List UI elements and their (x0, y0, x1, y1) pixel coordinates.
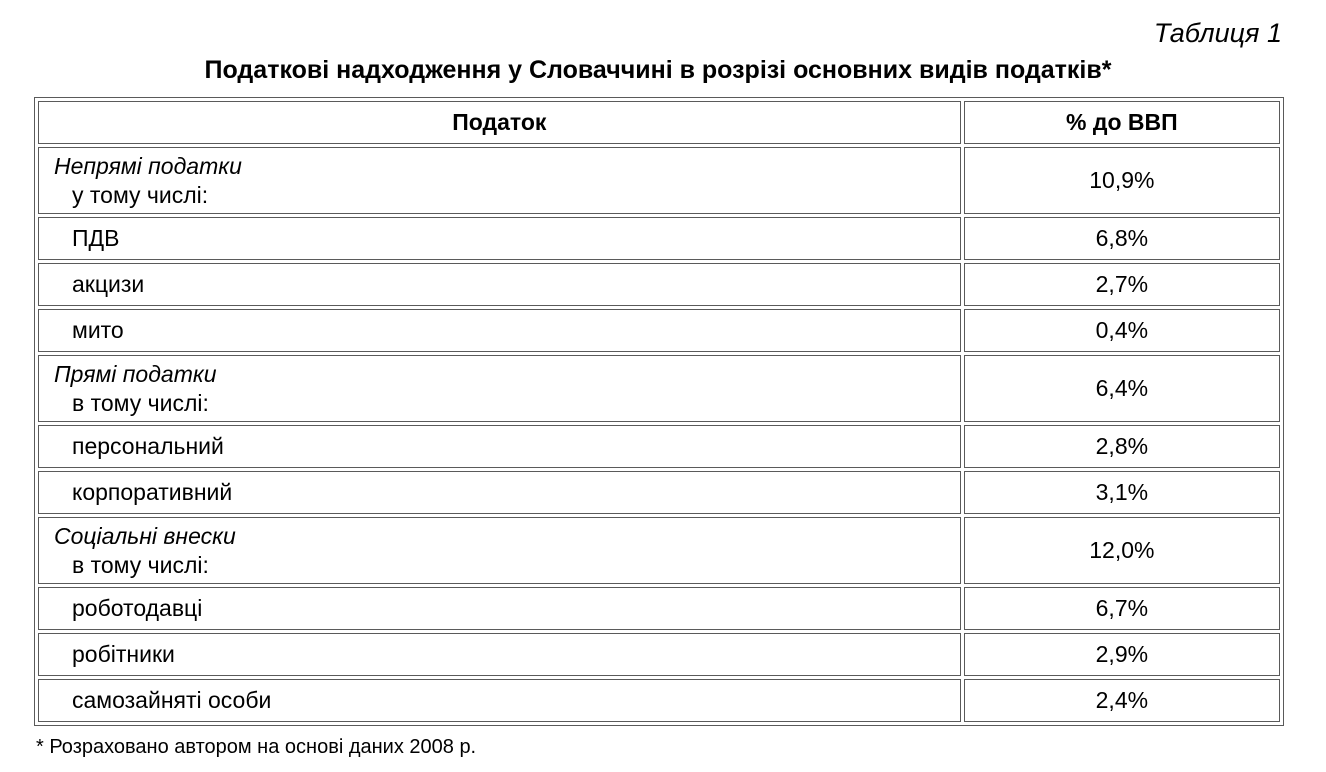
header-row (38, 101, 1280, 144)
tax-label: роботодавці (72, 595, 203, 621)
tax-label: персональний (72, 433, 224, 459)
tax-cell (38, 147, 961, 214)
table-row (38, 633, 1280, 676)
table-row-indirect-taxes (38, 147, 1280, 214)
tax-label: самозайняті особи (72, 687, 272, 713)
column-header-tax: Податок (38, 101, 961, 144)
pct-cell: 0,4% (964, 309, 1280, 352)
group-subtitle: в тому числі: (72, 389, 209, 416)
table-row (38, 471, 1280, 514)
group-subtitle: в тому числі: (72, 551, 209, 578)
table-row (38, 679, 1280, 722)
pct-cell: 6,7% (964, 587, 1280, 630)
tax-label: ПДВ (72, 225, 120, 251)
pct-cell: 12,0% (964, 517, 1280, 584)
column-header-pct: % до ВВП (964, 101, 1280, 144)
table-row (38, 263, 1280, 306)
table-row (38, 587, 1280, 630)
pct-cell: 6,8% (964, 217, 1280, 260)
tax-label: корпоративний (72, 479, 233, 505)
pct-cell: 2,7% (964, 263, 1280, 306)
tax-cell (38, 263, 961, 306)
table-title: Податкові надходження у Словаччині в розрізі основних видів податків* (204, 56, 1112, 84)
group-subtitle: у тому числі: (72, 181, 209, 208)
tax-cell (38, 425, 961, 468)
tax-cell (38, 471, 961, 514)
tax-cell (38, 633, 961, 676)
table-row (38, 217, 1280, 260)
table-row (38, 309, 1280, 352)
table-number: Таблиця 1 (1153, 18, 1282, 48)
tax-cell (38, 217, 961, 260)
group-title: Непрямі податки (54, 152, 242, 179)
pct-cell: 10,9% (964, 147, 1280, 214)
pct-cell: 3,1% (964, 471, 1280, 514)
pct-cell: 2,9% (964, 633, 1280, 676)
pct-cell: 2,4% (964, 679, 1280, 722)
group-title: Соціальні внески (54, 522, 236, 549)
table-row-direct-taxes (38, 355, 1280, 422)
pct-cell: 6,4% (964, 355, 1280, 422)
table-row-social-contributions (38, 517, 1280, 584)
tax-cell (38, 587, 961, 630)
pct-cell: 2,8% (964, 425, 1280, 468)
table-row (38, 425, 1280, 468)
tax-table (34, 97, 1284, 726)
tax-cell (38, 355, 961, 422)
tax-cell (38, 517, 961, 584)
group-title: Прямі податки (54, 360, 217, 387)
tax-label: акцизи (72, 271, 145, 297)
footnote: * Розраховано автором на основі даних 2008 р. (36, 736, 477, 758)
tax-cell (38, 309, 961, 352)
tax-cell (38, 679, 961, 722)
tax-label: мито (72, 317, 124, 343)
tax-label: робітники (72, 641, 175, 667)
